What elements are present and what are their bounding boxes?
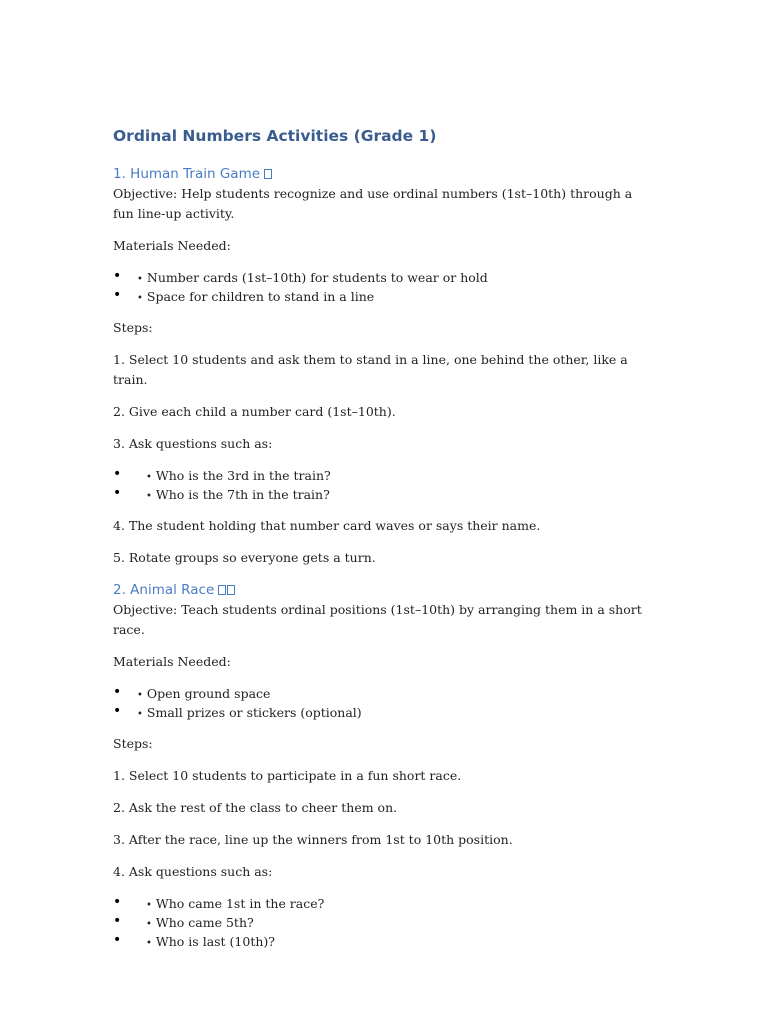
step-item: 3. Ask questions such as: [113, 436, 273, 451]
list-item-text: Open ground space [146, 686, 271, 701]
section-heading-text: 1. Human Train Game [113, 166, 261, 182]
bullet-icon: • [113, 894, 122, 910]
list-item [113, 466, 653, 485]
list-item-text: Number cards (1st–10th) for students to wear or hold [146, 270, 488, 285]
inner-bullet-icon: • [146, 938, 152, 949]
list-item-text: Space for children to stand in a line [146, 289, 375, 304]
document-body [113, 124, 653, 963]
inner-bullet-icon: • [146, 900, 152, 911]
list-item-text: Who is the 3rd in the train? [155, 468, 331, 483]
step-item: 1. Select 10 students and ask them to stand in a line, one behind the other, like a train. [113, 352, 628, 387]
steps-label: Steps: [113, 320, 153, 335]
runner-emoji-icon [218, 585, 226, 595]
inner-bullet-icon: • [146, 491, 152, 502]
list-item-text: Who came 1st in the race? [155, 896, 325, 911]
list-item [113, 894, 653, 913]
step-item: 5. Rotate groups so everyone gets a turn. [113, 550, 376, 565]
step-item: 4. Ask questions such as: [113, 864, 273, 879]
section-heading-text: 2. Animal Race [113, 582, 215, 598]
bullet-icon: • [113, 913, 122, 929]
list-item [113, 913, 653, 932]
list-item [113, 287, 653, 306]
materials-label: Materials Needed: [113, 654, 231, 669]
gender-emoji-icon [227, 585, 235, 595]
objective-text: Objective: Help students recognize and use ordinal numbers (1st–10th) through a fun line-up activity. [113, 186, 633, 221]
objective-text: Objective: Teach students ordinal positions (1st–10th) by arranging them in a short race. [113, 602, 642, 637]
step-item: 1. Select 10 students to participate in a fun short race. [113, 768, 462, 783]
bullet-icon: • [113, 287, 122, 303]
section-heading-animal-race [113, 580, 653, 600]
inner-bullet-icon: • [137, 709, 143, 720]
inner-bullet-icon: • [137, 690, 143, 701]
document-title: Ordinal Numbers Activities (Grade 1) [113, 127, 437, 145]
bullet-icon: • [113, 268, 122, 284]
bullet-icon: • [113, 932, 122, 948]
step-item: 4. The student holding that number card waves or says their name. [113, 518, 541, 533]
list-item [113, 932, 653, 951]
list-item-text: Who is last (10th)? [155, 934, 275, 949]
list-item-text: Who came 5th? [155, 915, 254, 930]
questions-list [113, 466, 653, 504]
questions-list [113, 894, 653, 951]
steps-label: Steps: [113, 736, 153, 751]
materials-label: Materials Needed: [113, 238, 231, 253]
materials-list [113, 684, 653, 722]
inner-bullet-icon: • [146, 919, 152, 930]
list-item-text: Who is the 7th in the train? [155, 487, 330, 502]
train-emoji-icon [264, 169, 272, 179]
section-heading-human-train [113, 164, 653, 184]
bullet-icon: • [113, 466, 122, 482]
step-item: 3. After the race, line up the winners from 1st to 10th position. [113, 832, 513, 847]
inner-bullet-icon: • [137, 293, 143, 304]
list-item-text: Small prizes or stickers (optional) [146, 705, 362, 720]
bullet-icon: • [113, 703, 122, 719]
list-item [113, 684, 653, 703]
list-item [113, 703, 653, 722]
step-item: 2. Ask the rest of the class to cheer them on. [113, 800, 398, 815]
step-item: 2. Give each child a number card (1st–10th). [113, 404, 396, 419]
inner-bullet-icon: • [137, 274, 143, 285]
list-item [113, 268, 653, 287]
list-item [113, 485, 653, 504]
inner-bullet-icon: • [146, 472, 152, 483]
materials-list [113, 268, 653, 306]
bullet-icon: • [113, 485, 122, 501]
bullet-icon: • [113, 684, 122, 700]
